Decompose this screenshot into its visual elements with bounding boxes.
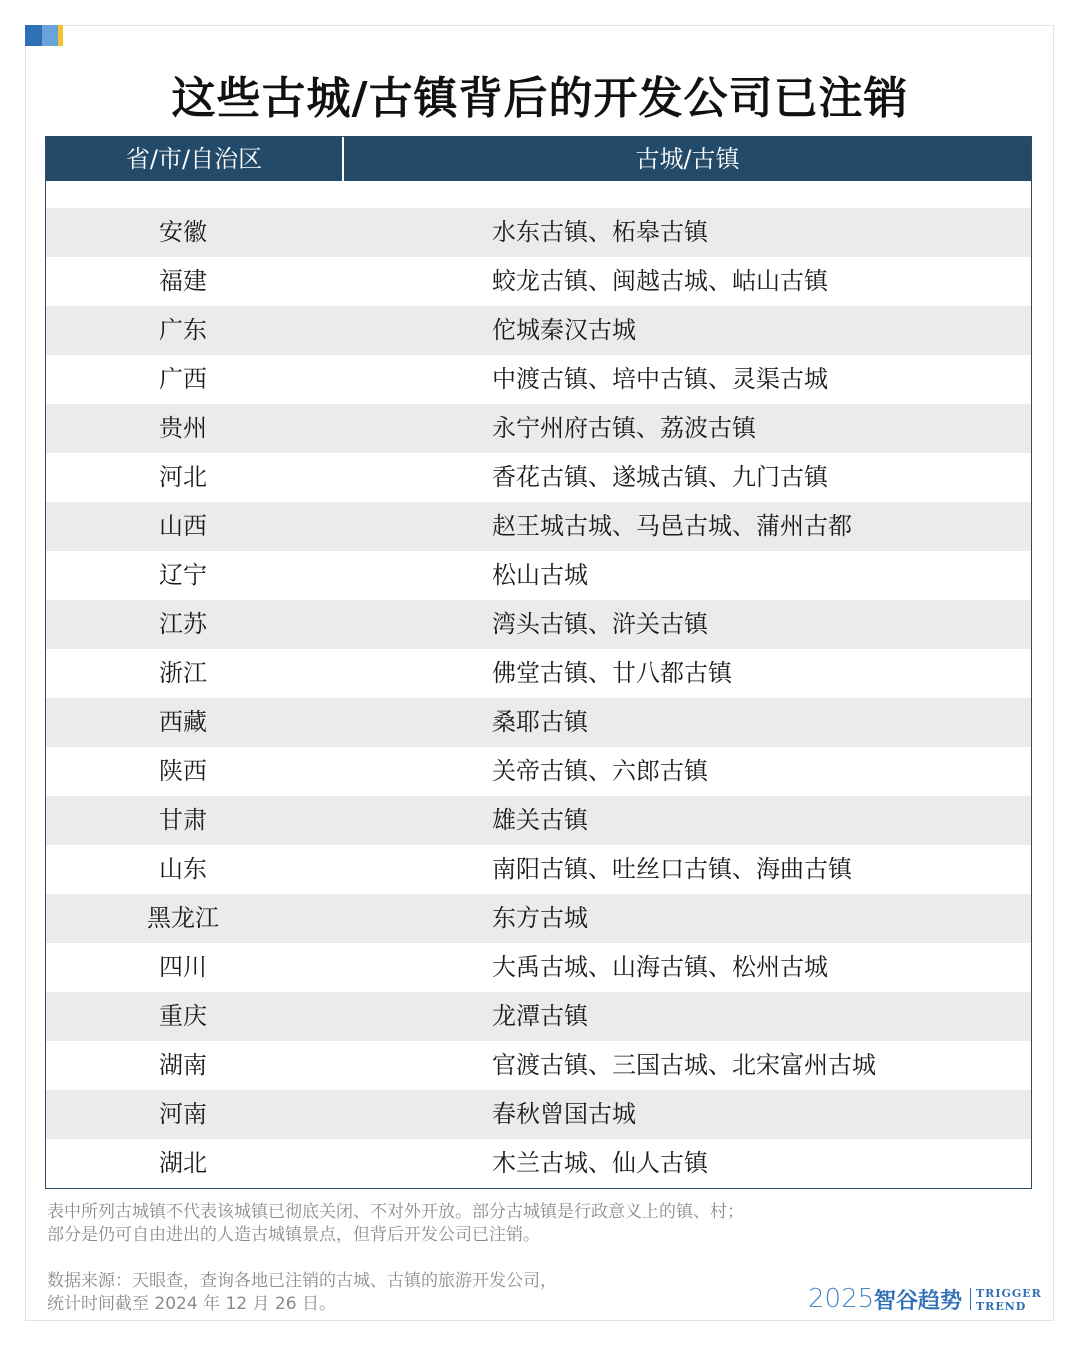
towns-cell: 春秋曾国古城 [492,1100,636,1128]
table-row [46,894,1031,943]
table-row [46,600,1031,649]
table-row [46,845,1031,894]
towns-cell: 官渡古镇、三国古城、北宋富州古城 [492,1051,876,1079]
table-row [46,649,1031,698]
province-cell: 甘肃 [159,806,207,834]
towns-cell: 水东古镇、柘皋古镇 [492,218,708,246]
brand-logo [808,1284,1043,1314]
table-row [46,943,1031,992]
province-cell: 贵州 [159,414,207,442]
data-source [47,1270,747,1316]
province-cell: 浙江 [159,659,207,687]
province-cell: 山西 [159,512,207,540]
province-cell: 四川 [159,953,207,981]
table-row [46,355,1031,404]
footnote-line: 表中所列古城镇不代表该城镇已彻底关闭、不对外开放。部分古城镇是行政意义上的镇、村； [47,1202,744,1222]
table-row [46,551,1031,600]
towns-cell: 雄关古镇 [492,806,588,834]
province-cell: 安徽 [159,218,207,246]
logo-mark-icon [25,25,63,46]
brand-name: 智谷趋势 [874,1288,963,1314]
table-row [46,1041,1031,1090]
source-line: 统计时间截至 2024 年 12 月 26 日。 [47,1294,336,1314]
province-cell: 广西 [159,365,207,393]
towns-cell: 湾头古镇、浒关古镇 [492,610,708,638]
table-row [46,992,1031,1041]
brand-divider [970,1288,971,1310]
towns-cell: 蛟龙古镇、闽越古城、岵山古镇 [492,267,828,295]
province-cell: 湖南 [159,1051,207,1079]
brand-year: 2025 [808,1284,875,1314]
table-row [46,404,1031,453]
province-cell: 福建 [159,267,207,295]
province-cell: 湖北 [159,1149,207,1177]
table-row [46,502,1031,551]
towns-cell: 桑耶古镇 [492,708,588,736]
table-row [46,208,1031,257]
province-cell: 河南 [159,1100,207,1128]
table-body [46,208,1031,1188]
province-cell: 陕西 [159,757,207,785]
brand-en-line2: TREND [976,1300,1027,1313]
province-cell: 广东 [159,316,207,344]
towns-cell: 东方古城 [492,904,588,932]
table-row [46,796,1031,845]
page-title: 这些古城/古镇背后的开发公司已注销 [171,73,909,124]
data-table [45,136,1032,1189]
towns-cell: 龙潭古镇 [492,1002,588,1030]
towns-cell: 佛堂古镇、廿八都古镇 [492,659,732,687]
towns-cell: 松山古城 [492,561,588,589]
table-row [46,1139,1031,1188]
brand-english [976,1287,1042,1313]
brand-en-line1: TRIGGER [976,1287,1042,1300]
province-cell: 江苏 [159,610,207,638]
table-row [46,306,1031,355]
table-row [46,747,1031,796]
towns-cell: 大禹古城、山海古镇、松州古城 [492,953,828,981]
towns-cell: 中渡古镇、培中古镇、灵渠古城 [492,365,828,393]
header-towns: 古城/古镇 [635,145,740,173]
table-row [46,698,1031,747]
towns-cell: 香花古镇、遂城古镇、九门古镇 [492,463,828,491]
province-cell: 黑龙江 [147,904,219,932]
towns-cell: 南阳古镇、吐丝口古镇、海曲古镇 [492,855,852,883]
province-cell: 重庆 [159,1002,207,1030]
source-line: 数据来源：天眼查，查询各地已注销的古城、古镇的旅游开发公司， [47,1271,557,1291]
header-province: 省/市/自治区 [46,137,344,181]
towns-cell: 佗城秦汉古城 [492,316,636,344]
table-header [46,137,1031,181]
towns-cell: 永宁州府古镇、荔波古镇 [492,414,756,442]
towns-cell: 木兰古城、仙人古镇 [492,1149,708,1177]
footnote-line: 部分是仍可自由进出的人造古城镇景点，但背后开发公司已注销。 [47,1225,540,1245]
footnote [47,1201,947,1247]
towns-cell: 关帝古镇、六郎古镇 [492,757,708,785]
table-row [46,257,1031,306]
province-cell: 河北 [159,463,207,491]
table-row [46,453,1031,502]
province-cell: 山东 [159,855,207,883]
province-cell: 西藏 [159,708,207,736]
province-cell: 辽宁 [159,561,207,589]
towns-cell: 赵王城古城、马邑古城、蒲州古都 [492,512,852,540]
table-row [46,1090,1031,1139]
